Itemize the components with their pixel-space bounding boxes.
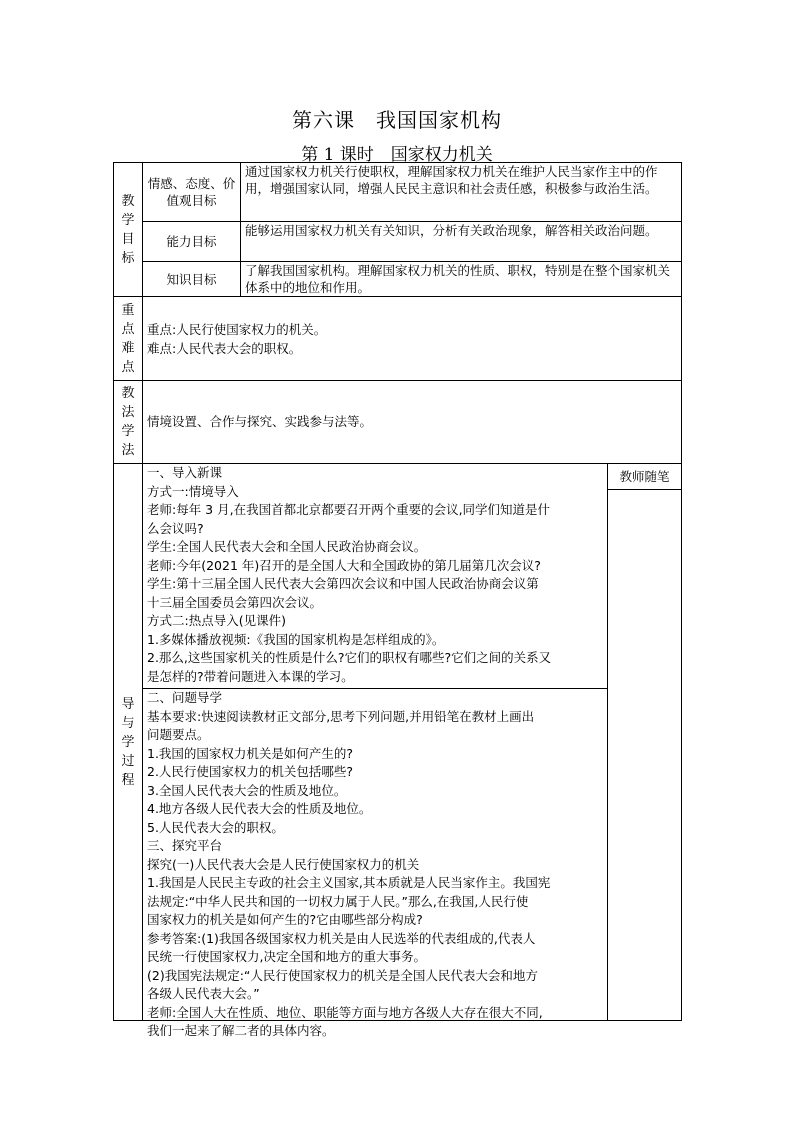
process-text-line: 3.全国人民代表大会的性质及地位。 [147, 782, 347, 798]
teacher-notes-area [607, 489, 682, 1021]
process-text-line: 5.人民代表大会的职权。 [147, 819, 284, 835]
process-text-line: (2)我国宪法规定:“人民行使国家权力的机关是全国人民代表大会和地方 [147, 967, 538, 983]
process-text-line: 是怎样的?带着问题进入本课的学习。 [147, 668, 354, 684]
process-text-line: 二、问题导学 [147, 690, 223, 705]
keypoints-label: 重点难点 [121, 302, 135, 375]
process-text-line: 民统一行使国家权力,决定全国和地方的重大事务。 [147, 949, 426, 964]
process-text-line: 参考答案:(1)我国各级国家权力机关是由人民选举的代表组成的,代表人 [147, 930, 536, 946]
methods-label: 教法学法 [121, 386, 135, 458]
process-text-line: 1.多媒体播放视频:《我国的国家机构是怎样组成的》。 [147, 631, 445, 647]
process-text-line: 国家权力的机关是如何产生的?它由哪些部分构成? [147, 912, 423, 927]
process-text-line: 2.人民行使国家权力的机关包括哪些? [147, 764, 354, 779]
process-text-line: 基本要求:快速阅读教材正文部分,思考下列问题,并用铅笔在教材上画出 [147, 708, 535, 724]
objective-row-1-text-cell [240, 162, 682, 222]
process-text-line: 一、导入新课 [147, 465, 223, 480]
key-point-text: 重点:人民行使国家权力的机关。 [147, 322, 327, 337]
methods-content-cell [142, 380, 682, 464]
process-text-line: 2.那么,这些国家机关的性质是什么?它们的职权有哪些?它们之间的关系又 [147, 650, 552, 665]
objective-row-2-name: 能力目标 [166, 234, 217, 249]
process-section-2-cell [142, 688, 608, 1038]
objectives-label-cell [113, 162, 143, 297]
objective-row-3-name-cell [142, 261, 241, 297]
teacher-notes-header-cell [607, 463, 682, 490]
lesson-subtitle: 第 1 课时 国家权力机关 [301, 145, 493, 165]
process-text-line: 学生:全国人民代表大会和全国人民政治协商会议。 [147, 539, 427, 554]
process-text-line: 各级人民代表大会。” [147, 986, 260, 1001]
objective-row-2-name-cell [142, 221, 241, 262]
objective-row-1-text: 通过国家权力机关行使职权，理解国家权力机关在维护人民当家作主中的作用，增强国家认同，增强人民民主意识和社会责任感，积极参与政治生活。 [245, 164, 658, 196]
objective-row-3-name: 知识目标 [166, 271, 217, 287]
process-text-line: 么会议吗? [147, 520, 204, 536]
keypoints-content-cell [142, 296, 682, 381]
process-text-line: 1.我国的国家权力机关是如何产生的? [147, 745, 354, 761]
process-text-line: 老师:全国人大在性质、地位、职能等方面与地方各级人大存在很大不同, [147, 1004, 543, 1020]
lesson-title: 第六课 我国国家机构 [292, 108, 502, 132]
process-text-line: 问题要点。 [147, 727, 210, 742]
process-text-line: 1.我国是人民民主专政的社会主义国家,其本质就是人民当家作主。我国宪 [147, 875, 551, 890]
objective-row-3-text: 了解我国国家机构。理解国家权力机关的性质、职权，特别是在整个国家机关体系中的地位和作用。 [245, 263, 671, 295]
objective-row-1-name-cell [142, 162, 241, 222]
process-text-line: 我们一起来了解二者的具体内容。 [147, 1023, 335, 1038]
process-text-line: 方式一:情境导入 [147, 483, 239, 499]
process-text-line: 探究(一)人民代表大会是人民行使国家权力的机关 [147, 856, 420, 872]
objectives-label: 教学目标 [121, 193, 135, 266]
objective-row-2-text: 能够运用国家权力机关有关知识，分析有关政治现象，解答相关政治问题。 [245, 223, 658, 238]
process-label-cell [113, 463, 143, 1021]
objective-row-3-text-cell [240, 261, 682, 297]
process-label: 导与学过程 [121, 696, 135, 788]
process-text-line: 4.地方各级人民代表大会的性质及地位。 [147, 801, 372, 816]
process-text-line: 三、探究平台 [147, 838, 223, 853]
methods-label-cell [113, 380, 143, 464]
process-text-line: 十三届全国委员会第四次会议。 [147, 594, 323, 610]
process-text-line: 法规定:“中华人民共和国的一切权力属于人民。”那么,在我国,人民行使 [147, 893, 529, 909]
process-text-line: 学生:第十三届全国人民代表大会第四次会议和中国人民政治协商会议第 [147, 576, 539, 591]
methods-text: 情境设置、合作与探究、实践参与法等。 [147, 413, 373, 429]
process-section-1-lines [143, 464, 607, 686]
process-text-line: 老师:每年 3 月,在我国首都北京都要召开两个重要的会议,同学们知道是什 [147, 502, 551, 517]
process-text-line: 老师:今年(2021 年)召开的是全国人大和全国政协的第几届第几次会议? [147, 557, 541, 573]
objective-row-1-name: 情感、态度、价值观目标 [147, 176, 236, 208]
process-section-2-lines [143, 689, 607, 1041]
process-text-line: 方式二:热点导入(见课件) [147, 613, 286, 628]
process-section-1-cell [142, 463, 608, 689]
difficult-point-text: 难点:人民代表大会的职权。 [147, 340, 302, 356]
keypoints-label-cell [113, 296, 143, 381]
teacher-notes-header: 教师随笔 [619, 469, 670, 484]
objective-row-2-text-cell [240, 221, 682, 262]
